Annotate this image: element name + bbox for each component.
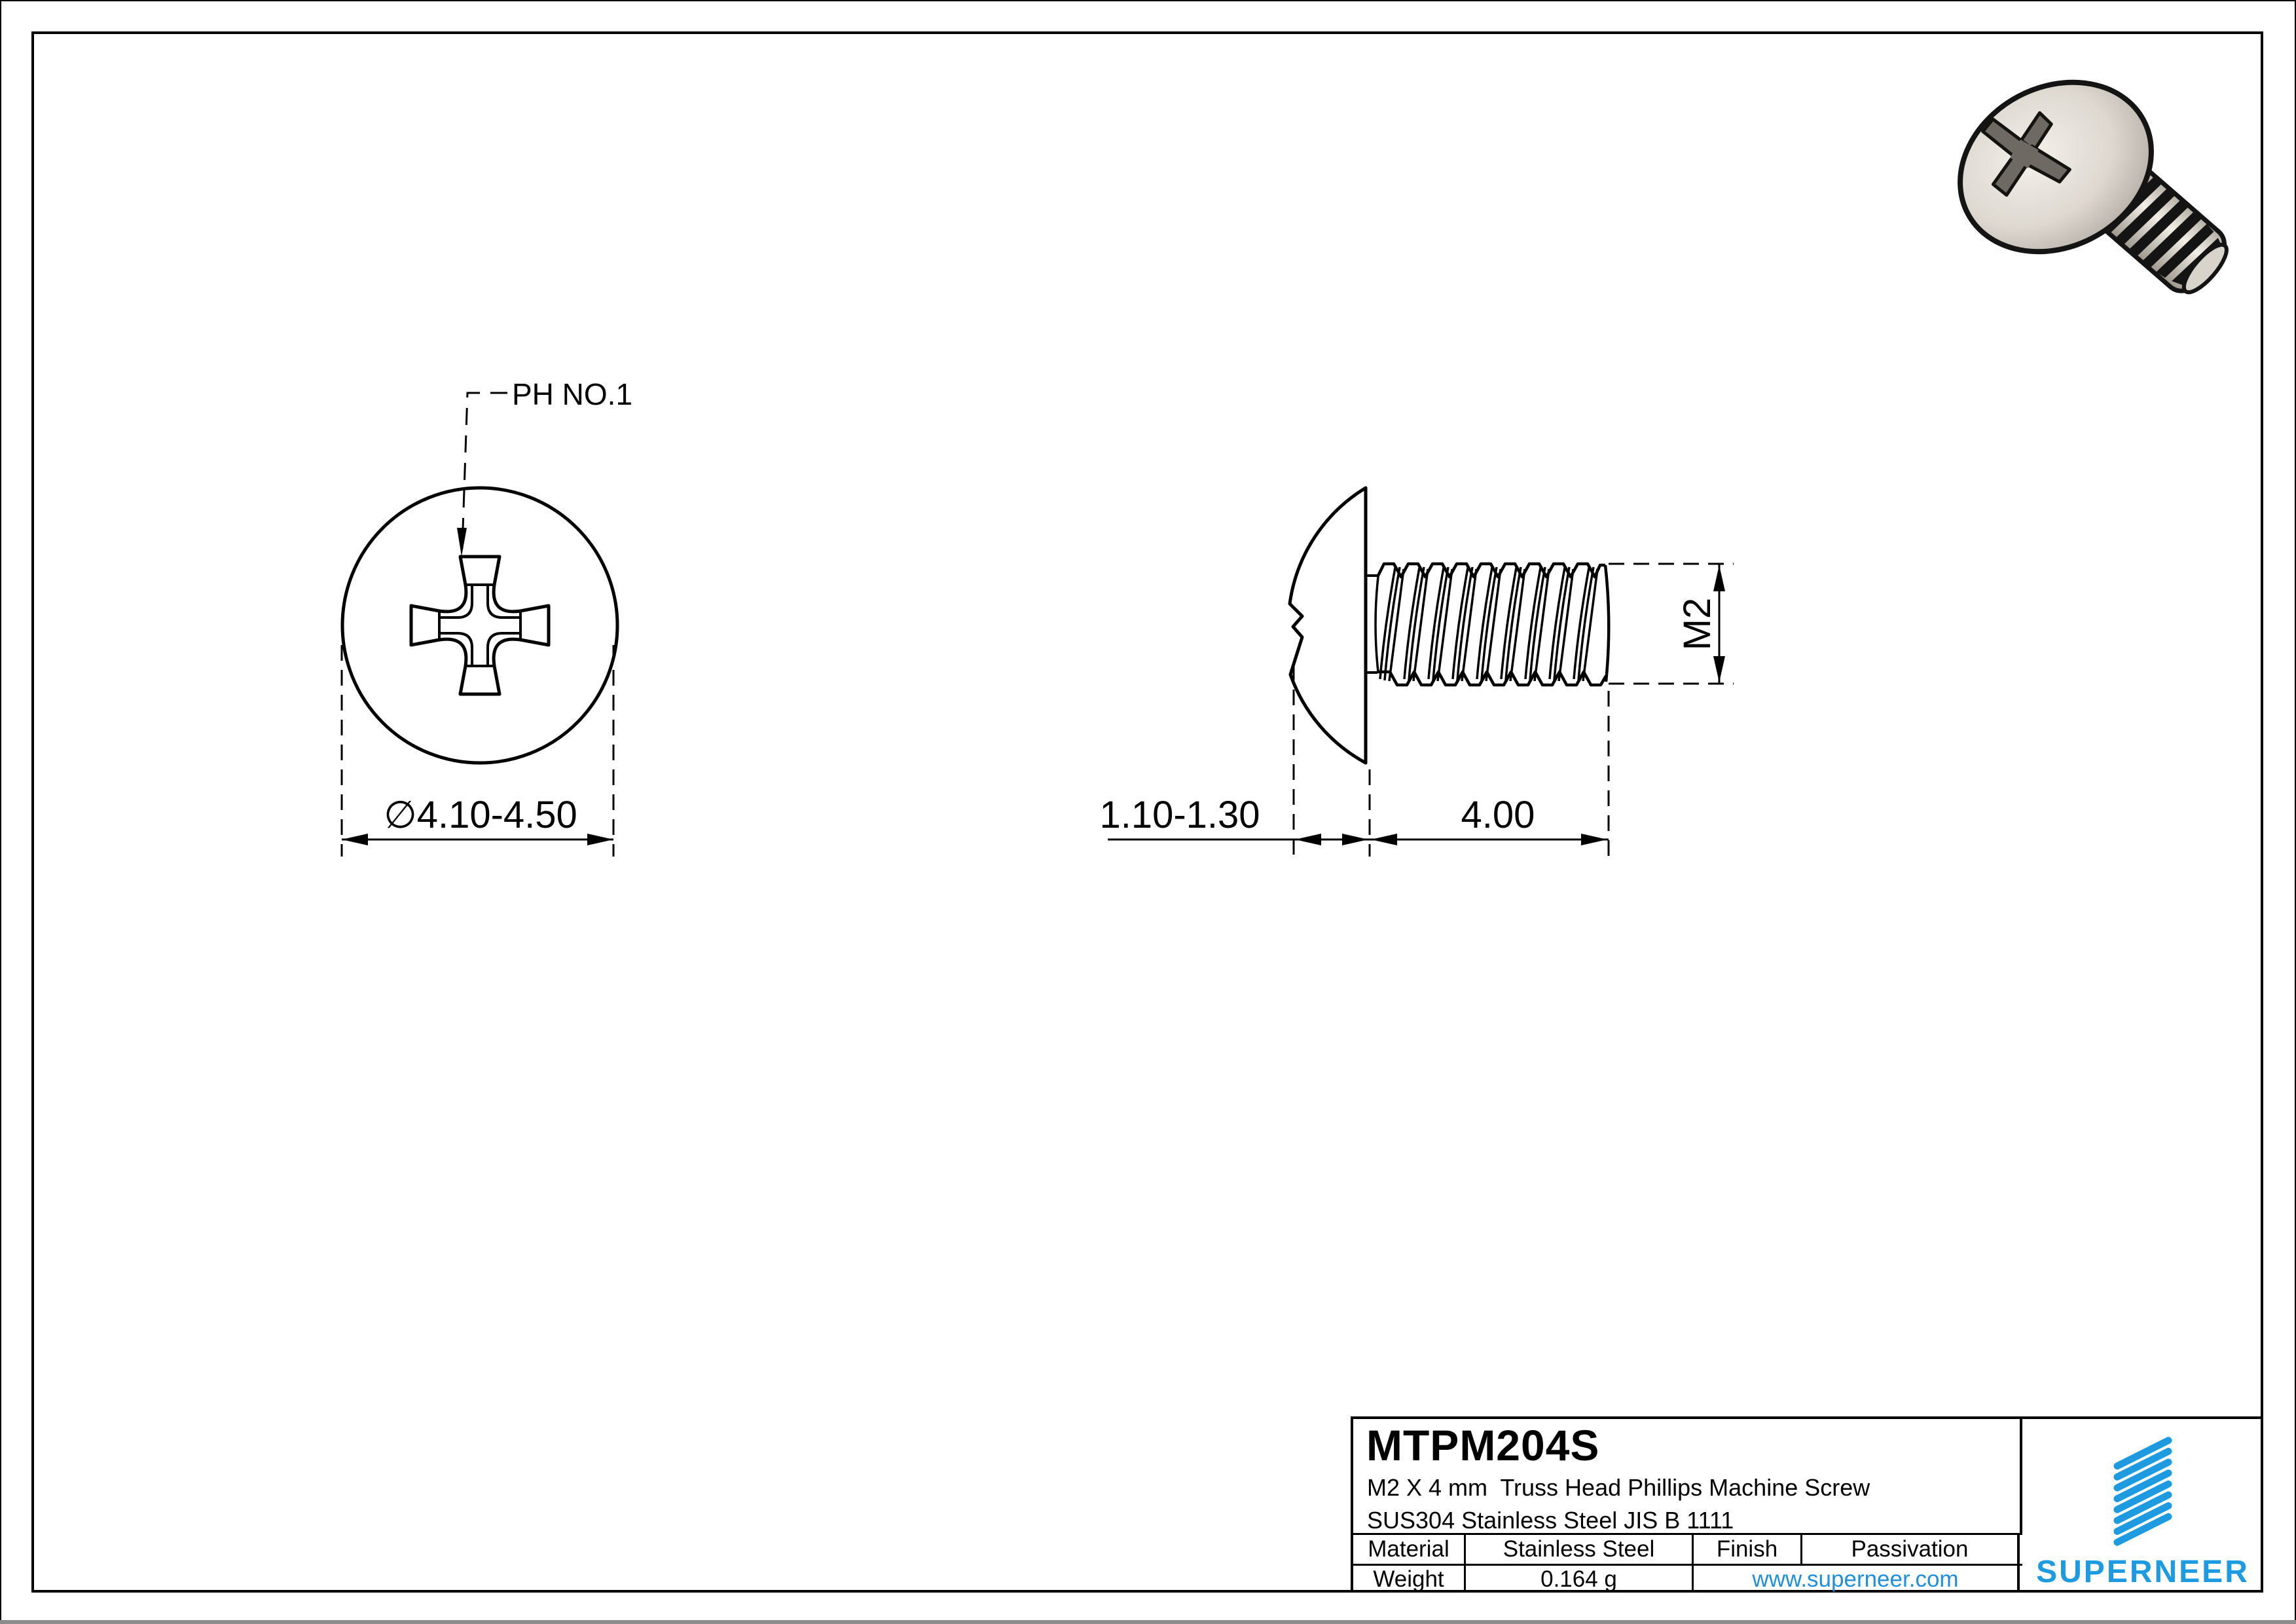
window-bottom-edge [0, 1620, 2296, 1624]
website-link[interactable]: www.superneer.com [1692, 1566, 2020, 1593]
side-view [1099, 488, 1734, 857]
part-description-line2: SUS304 Stainless Steel JIS B 1111 [1367, 1507, 1734, 1534]
brand-logo-cell [2022, 1419, 2263, 1590]
weight-label: Weight [1373, 1566, 1444, 1592]
superneer-logo-icon [2111, 1430, 2174, 1549]
head-outline-circle [342, 488, 617, 763]
thread-size-dimension [1609, 564, 1734, 684]
material-finish-row [1353, 1533, 2022, 1564]
top-view [342, 377, 632, 857]
finish-label: Finish [1692, 1535, 1800, 1564]
part-description-line1: M2 X 4 mm Truss Head Phillips Machine Screw [1367, 1474, 1870, 1501]
screw-3d-preview [1931, 50, 2238, 303]
phillips-size-label: PH NO.1 [512, 377, 633, 411]
brand-name: SUPERNEER [2036, 1555, 2250, 1589]
material-value: Stainless Steel [1464, 1535, 1692, 1564]
weight-value: 0.164 g [1464, 1566, 1692, 1593]
head-height-dim-label: 1.10-1.30 [1099, 794, 1260, 836]
title-block [1351, 1416, 2263, 1593]
material-label: Material [1368, 1536, 1449, 1562]
finish-value: Passivation [1800, 1535, 2020, 1564]
title-block-info-cell [1353, 1419, 2022, 1533]
weight-website-row [1353, 1564, 2022, 1593]
diameter-dim-label: ∅4.10-4.50 [384, 794, 577, 836]
thread-size-label: M2 [1676, 597, 1719, 651]
part-number: MTPM204S [1366, 1421, 1600, 1469]
length-dim-label: 4.00 [1461, 794, 1535, 836]
thread-profile [1376, 564, 1609, 685]
head-profile [1290, 488, 1366, 763]
